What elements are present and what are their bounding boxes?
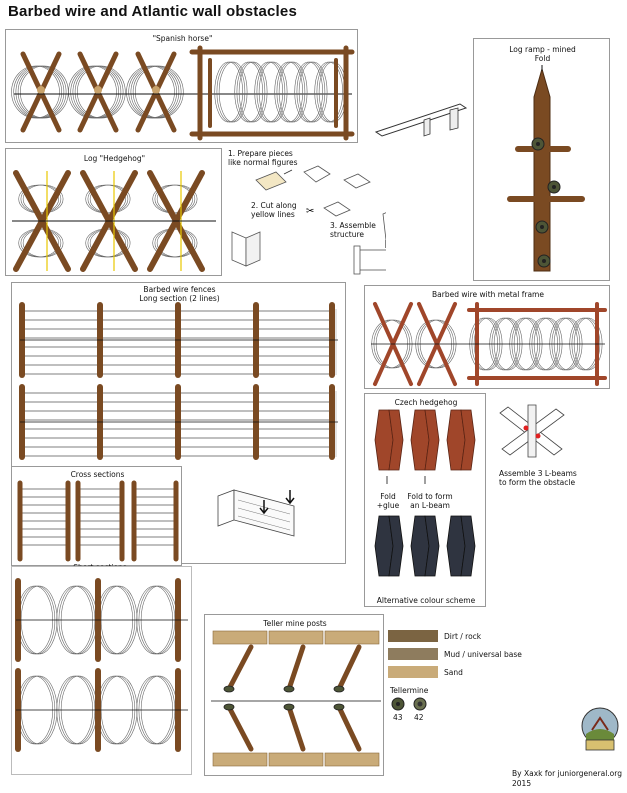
ground-strip (269, 753, 323, 766)
ramp-assembled-diagram (372, 100, 472, 140)
juniorgeneral-logo (578, 704, 622, 756)
fold-glue-label-1: Fold (380, 492, 396, 501)
log-ramp-art (474, 39, 611, 282)
log (339, 647, 359, 689)
short-sections-art (12, 567, 193, 776)
fold-glue-label-2: +glue (376, 501, 400, 510)
tellermine-icon (224, 686, 234, 692)
structure-left (232, 232, 246, 266)
arrow-down-icon (286, 490, 294, 503)
czech-label: Czech hedgehog (394, 398, 458, 407)
metal-frame-panel (364, 285, 610, 389)
cross-sections-panel (11, 466, 182, 566)
ground-strip (269, 631, 323, 644)
alt-colour-label: Alternative colour scheme (376, 596, 476, 605)
tellermine-center (540, 225, 544, 229)
legend-mud-label: Mud / universal base (444, 650, 522, 659)
log (289, 707, 303, 749)
ground-strip (213, 753, 267, 766)
ground-strip (325, 631, 379, 644)
instruction-diagrams (226, 162, 386, 280)
short-sections-panel (11, 566, 192, 775)
spanish-horse-label: "Spanish horse" (152, 34, 213, 43)
assemble-label-1: Assemble 3 L-beams (499, 469, 577, 478)
legend-sand-label: Sand (444, 668, 463, 677)
scissors-icon: ✂ (306, 206, 315, 217)
mine-43-label: 43 (393, 713, 403, 722)
mine-42-label: 42 (414, 713, 424, 722)
czech-panel (364, 393, 486, 607)
fold-form-label-1: Fold to form (407, 492, 453, 501)
tellermine-icon (224, 704, 234, 710)
spanish-horse-art (6, 30, 359, 144)
fences-sublabel: Long section (2 lines) (139, 294, 220, 303)
tellermine-center (542, 259, 546, 263)
tellermine-icon (284, 704, 294, 710)
fold-form-label-2: an L-beam (410, 501, 450, 510)
ground-strip (213, 631, 267, 644)
page-title: Barbed wire and Atlantic wall obstacles (8, 3, 297, 20)
log-end (152, 86, 160, 94)
tellermine-icons (390, 696, 430, 712)
step3-line2: structure (330, 230, 365, 239)
piece-sand (256, 172, 286, 190)
piece-folded (304, 166, 330, 182)
swatch-dirt (388, 630, 438, 642)
credit-line-1: By Xaxk for juniorgeneral.org (512, 769, 622, 778)
assemble-label-2: to form the obstacle (499, 478, 576, 487)
step2-line2: yellow lines (251, 210, 295, 219)
log (339, 707, 359, 749)
metal-frame-label: Barbed wire with metal frame (432, 290, 544, 299)
teller-art (205, 615, 385, 777)
spanish-horse-panel (5, 29, 358, 143)
tellermine-label: Tellermine (390, 686, 429, 695)
hedgehog-panel (5, 148, 222, 276)
swatch-mud (388, 648, 438, 660)
log (229, 647, 251, 689)
teller-label: Teller mine posts (263, 619, 327, 628)
log (229, 707, 251, 749)
hedgehog-label: Log "Hedgehog" (83, 154, 146, 163)
tellermine-center (552, 185, 556, 189)
step2-line1: 2. Cut along (251, 201, 297, 210)
step3-line1: 3. Assemble (330, 221, 376, 230)
log-end (94, 86, 102, 94)
log-ramp-panel (473, 38, 610, 281)
piece-cut (324, 202, 350, 216)
tellermine-icon (334, 704, 344, 710)
step1-line1: 1. Prepare pieces (228, 149, 293, 158)
ramp-log (534, 69, 550, 271)
legend-dirt-label: Dirt / rock (444, 632, 482, 641)
ground-strip (325, 753, 379, 766)
fences-label: Barbed wire fences (143, 285, 216, 294)
credit-line-2: 2015 (512, 779, 532, 788)
arrow-1 (284, 170, 292, 174)
tellermine-icon (334, 686, 344, 692)
log-ramp-fold-label: Fold (534, 54, 551, 63)
swatch-sand (388, 666, 438, 678)
step1-line2: like normal figures (228, 158, 298, 167)
log-ramp-label: Log ramp - mined (509, 45, 576, 54)
czech-assembled-diagram (494, 403, 570, 459)
tellermine-icon (284, 686, 294, 692)
wire-coil (317, 62, 345, 122)
metal-frame-art (365, 286, 611, 390)
teller-panel (204, 614, 384, 776)
fence-assembly-diagram (214, 486, 304, 546)
hedgehog-art (6, 149, 223, 277)
cross-sections-label: Cross sections (70, 470, 125, 479)
tellermine-center (536, 142, 540, 146)
cross-sections-art (12, 467, 183, 567)
piece-flat (344, 174, 370, 188)
log (289, 647, 303, 689)
log-end (37, 86, 45, 94)
